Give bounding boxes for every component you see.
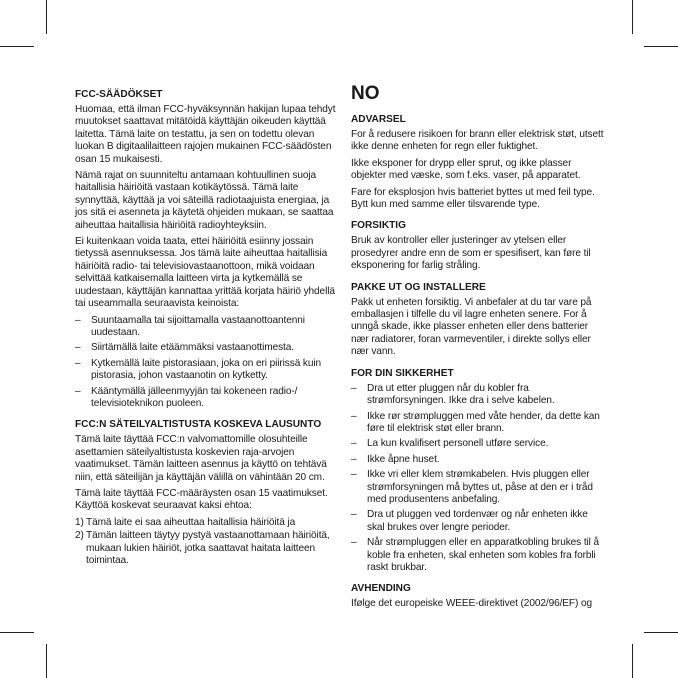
list-item-text: Ikke rør strømpluggen med våte hender, da dette kan føre til elektrisk støt eller brann. (367, 410, 600, 434)
radiation-paragraph: Tämä laite täyttää FCC-määräysten osan 15 vaatimukset. Käyttöä koskevat seuraavat kaksi ehtoa: (75, 487, 328, 512)
list-item (351, 411, 607, 436)
list-item (351, 469, 607, 506)
list-item-text: Dra ut etter pluggen når du kobler fra strømforsyningen. Ikke dra i selve kabelen. (367, 382, 555, 407)
language-label: NO (351, 83, 380, 104)
radiation-paragraph: Tämä laite täyttää FCC:n valvomattomille olosuhteille asettamien säteilyaltistusta koskevien raja-arvojen vaatimukset. Tämän laitteen asennus ja käyttö on tehtävä niin, että säteilijän ja käyttäjän välillä on vähintään 20 cm. (75, 434, 327, 483)
fcc-heading: FCC-SÄÄDÖKSET (75, 89, 163, 100)
list-item (75, 530, 341, 567)
dash-marker: – (351, 453, 357, 465)
fcc-measures-list (75, 315, 341, 411)
advarsel-paragraph: For å redusere risikoen for brann eller elektrisk støt, utsett ikke denne enheten for regn eller fuktighet. (351, 129, 604, 153)
list-item (75, 358, 341, 383)
forsiktig-heading: FORSIKTIG (351, 220, 406, 232)
pakke-heading: PAKKE UT OG INSTALLERE (351, 281, 486, 293)
crop-mark (644, 632, 678, 633)
list-item (75, 342, 341, 354)
list-item (75, 315, 341, 340)
list-item-text: Dra ut pluggen ved tordenvær og når enheten ikke skal brukes over lengre perioder. (367, 509, 588, 533)
forsiktig-section (351, 219, 607, 272)
pakke-section (351, 281, 607, 359)
sikkerhet-section (351, 367, 607, 575)
dash-marker: – (351, 410, 357, 422)
forsiktig-paragraph: Bruk av kontroller eller justeringer av ytelsen eller prosedyrer andre enn de som er spesifisert, kan føre til eksponering for farlig stråling. (351, 235, 591, 272)
dash-marker: – (75, 314, 81, 326)
finnish-column (75, 88, 341, 575)
advarsel-heading: ADVARSEL (351, 114, 406, 125)
advarsel-paragraph: Fare for eksplosjon hvis batteriet byttes ut med feil type. Bytt kun med samme eller tilsvarende type. (351, 186, 595, 211)
list-item (351, 454, 607, 466)
fcc-paragraph: Ei kuitenkaan voida taata, ettei häiriöitä esiinny jossain tietyssä asennuksessa. Jos tämä laite aiheuttaa haitallisia häiriöitä radio- tai televisiovastaanottoon, mikä voidaan selvittää katkaisemalla laitteen virta ja kytkemällä se uudestaan, käyttäjän kannattaa yrittää korjata häiriö yhdellä tai useammalla seuraavista keinoista: (75, 236, 335, 310)
crop-mark (46, 0, 47, 34)
crop-mark (0, 632, 34, 633)
list-item (351, 383, 607, 408)
dash-marker: – (351, 509, 357, 521)
list-item-text: Kytkemällä laite pistorasiaan, joka on eri piirissä kuin pistorasia, johon vastaanotin on kytketty. (91, 357, 322, 382)
dash-marker: – (351, 438, 357, 450)
list-item-text: Ikke vri eller klem strømkabelen. Hvis pluggen eller strømforsyningen må byttes ut, påse at den er i tråd med produsentens anbefaling. (367, 469, 593, 505)
sikkerhet-heading: FOR DIN SIKKERHET (351, 367, 454, 379)
dash-marker: – (75, 385, 81, 397)
list-item-text: Siirtämällä laite etäämmäksi vastaanottimesta. (91, 342, 294, 354)
fcc-section (75, 88, 341, 410)
pakke-paragraph: Pakk ut enheten forsiktig. Vi anbefaler at du tar vare på emballasjen i tilfelle du vil lagre enheten senere. For å unngå skade, ikke plasser enheten eller dens batterier nær radiatorer, foran varmeventiler, i direkte sollys eller nær vann. (351, 296, 592, 358)
dash-marker: – (75, 357, 81, 369)
dash-marker: – (351, 382, 357, 394)
dash-marker: – (75, 342, 81, 354)
radiation-section (75, 418, 341, 567)
avhending-section (351, 582, 607, 610)
crop-mark (632, 0, 633, 34)
conditions-list (75, 517, 341, 568)
radiation-heading: FCC:N SÄTEILYALTISTUSTA KOSKEVA LAUSUNTO (75, 419, 322, 431)
dash-marker: – (351, 537, 357, 549)
advarsel-paragraph: Ikke eksponer for drypp eller sprut, og ikke plasser objekter med væske, som f.eks. vaser, på apparatet. (351, 157, 581, 182)
norwegian-column (351, 84, 607, 619)
dash-marker: – (351, 469, 357, 481)
list-number: 2) (75, 530, 84, 542)
list-item-text: La kun kvalifisert personell utføre service. (367, 438, 549, 450)
sikkerhet-list (351, 383, 607, 575)
list-item (351, 509, 607, 534)
list-item-text: Kääntymällä jälleenmyyjän tai kokeneen radio-/ televisioteknikon puoleen. (91, 385, 298, 409)
list-item (75, 517, 341, 529)
fcc-paragraph: Huomaa, että ilman FCC-hyväksynnän hakijan lupaa tehdyt muutokset saattavat mitätöidä käyttäjän oikeuden käyttää laitetta. Tämä laite on testattu, ja sen on todettu olevan luokan B digitaalilaitteen rajojen mukainen FCC-säädösten osan 15 mukaisesti. (75, 104, 336, 165)
list-item-text: Ikke åpne huset. (367, 453, 440, 465)
crop-mark (0, 46, 34, 47)
avhending-heading: AVHENDING (351, 583, 411, 595)
list-item (351, 438, 607, 450)
list-item-text: Suuntaamalla tai sijoittamalla vastaanottoantenni uudestaan. (91, 314, 305, 338)
list-item (75, 386, 341, 411)
fcc-paragraph: Nämä rajat on suunniteltu antamaan kohtuullinen suoja haitallisia häiriöitä vastaan kotikäytössä. Tämä laite synnyttää, käyttää ja voi säteillä radiotaajuista energiaa, ja jos sitä ei asenneta ja käytetä ohjeiden mukaan, se saattaa aiheuttaa haitallisia häiriöitä radioyhteyksiin. (75, 170, 334, 231)
advarsel-section (351, 113, 607, 211)
list-item (351, 537, 607, 574)
crop-mark (644, 46, 678, 47)
list-item-text: Tämä laite ei saa aiheuttaa haitallisia häiriöitä ja (86, 516, 296, 528)
crop-mark (46, 644, 47, 678)
avhending-paragraph: Ifølge det europeiske WEEE-direktivet (2002/96/EF) og (351, 598, 592, 610)
list-item-text: Tämän laitteen täytyy pystyä vastaanottamaan häiriöitä, mukaan lukien häiriöt, jotka saattavat haitata laitteen toimintaa. (86, 530, 330, 566)
list-number: 1) (75, 516, 84, 528)
crop-mark (632, 644, 633, 678)
list-item-text: Når strømpluggen eller en apparatkobling brukes til å koble fra enheten, skal enheten som kobles fra forbli raskt brukbar. (367, 537, 600, 573)
